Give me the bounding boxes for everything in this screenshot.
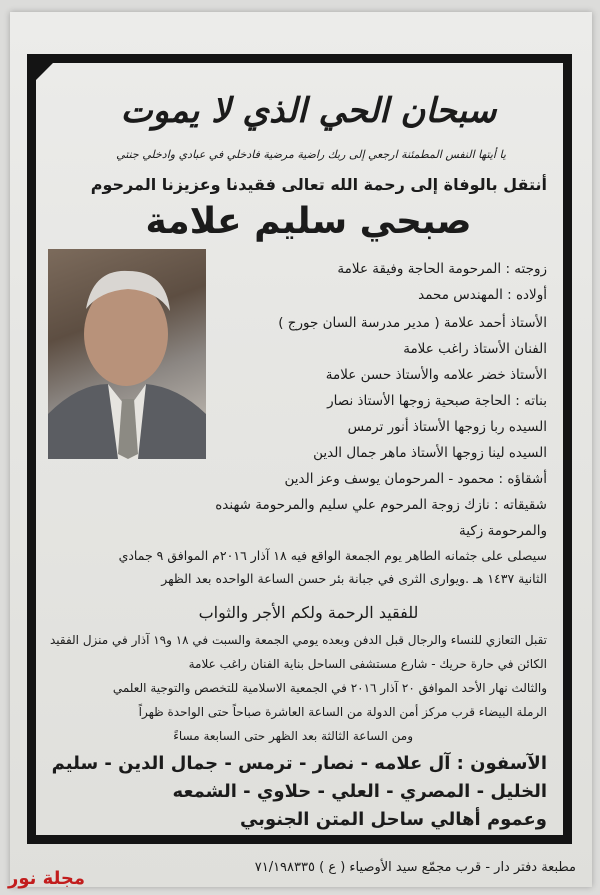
sisters-line-1: شقيقاته : نازك زوجة المرحوم علي سليم والمرحومة شهنده xyxy=(215,497,547,513)
wife-line: زوجته : المرحومة الحاجة وفيقة علامة xyxy=(337,261,547,277)
sons-line-3: الفنان الأستاذ راغب علامة xyxy=(403,341,547,357)
funeral-line-1: سيصلى على جثمانه الطاهر يوم الجمعة الواقع فيه ١٨ آذار ٢٠١٦م الموافق ٩ جمادي xyxy=(118,548,547,563)
funeral-line-2: الثانية ١٤٣٧ هـ .ويوارى الثرى في جبانة بئر حسن الساعة الواحده بعد الظهر xyxy=(161,571,547,586)
daughters-line-2: السيده ربا زوجها الأستاذ أنور ترمس xyxy=(347,419,547,435)
prayer-line: للفقيد الرحمة ولكم الأجر والثواب xyxy=(198,603,419,622)
daughters-line-3: السيده لينا زوجها الأستاذ ماهر جمال الدين xyxy=(313,445,547,461)
mourners-line-3: وعموم أهالي ساحل المتن الجنوبي xyxy=(239,809,547,830)
condolence-line-2: الكائن في حارة حريك - شارع مستشفى الساحل بناية الفنان راغب علامة xyxy=(188,657,547,671)
sisters-line-2: والمرحومة زكية xyxy=(459,523,547,539)
sons-line-4: الأستاذ خضر علامه والأستاذ حسن علامة xyxy=(325,367,547,383)
deceased-photo xyxy=(48,249,206,459)
condolence-line-4: الرملة البيضاء قرب مركز أمن الدولة من الساعة العاشرة صباحاً حتى الواحدة ظهراً xyxy=(138,705,547,719)
condolence-line-1: تقبل التعازي للنساء والرجال قبل الدفن وبعده يومي الجمعة والسبت في ١٨ و١٩ آذار في منزل الفقيد xyxy=(49,633,547,647)
condolence-line-3: والثالث نهار الأحد الموافق ٢٠ آذار ٢٠١٦ في الجمعية الاسلامية للتخصص والتوجية العلمي xyxy=(112,681,547,695)
black-border-frame xyxy=(27,54,572,844)
mourners-line-1: الآسفون : آل علامه - نصار - ترمس - جمال الدين - سليم xyxy=(51,753,547,774)
mourners-line-2: الخليل - المصري - العلي - حلاوي - الشمعه xyxy=(172,781,547,802)
sons-line-1: أولاده : المهندس محمد xyxy=(418,287,547,303)
headline-calligraphy: سبحان الحي الذي لا يموت xyxy=(120,91,497,131)
printer-footer: مطبعة دفتر دار - قرب مجمّع سيد الأوصياء ( ع ) ٧١/١٩٨٣٣٥ xyxy=(254,860,576,875)
announcement-intro: أنتقل بالوفاة إلى رحمة الله تعالى فقيدنا وعزيزنا المرحوم xyxy=(90,175,547,194)
obituary-sheet xyxy=(10,12,592,887)
deceased-name: صبحي سليم علامة xyxy=(145,201,472,242)
magazine-watermark: مجلة نور xyxy=(8,868,86,889)
sons-line-2: الأستاذ أحمد علامة ( مدير مدرسة السان جورج ) xyxy=(278,315,547,331)
brothers-line: أشقاؤه : محمود - المرحومان يوسف وعز الدين xyxy=(284,471,547,487)
condolence-line-5: ومن الساعة الثالثة بعد الظهر حتى السابعة مساءً xyxy=(173,729,413,743)
quran-verse: يا أيتها النفس المطمئنة ارجعي إلى ربك راضية مرضية فادخلي في عبادي وادخلي جنتي xyxy=(116,148,506,161)
daughters-line-1: بناته : الحاجة صبحية زوجها الأستاذ نصار xyxy=(327,393,547,409)
